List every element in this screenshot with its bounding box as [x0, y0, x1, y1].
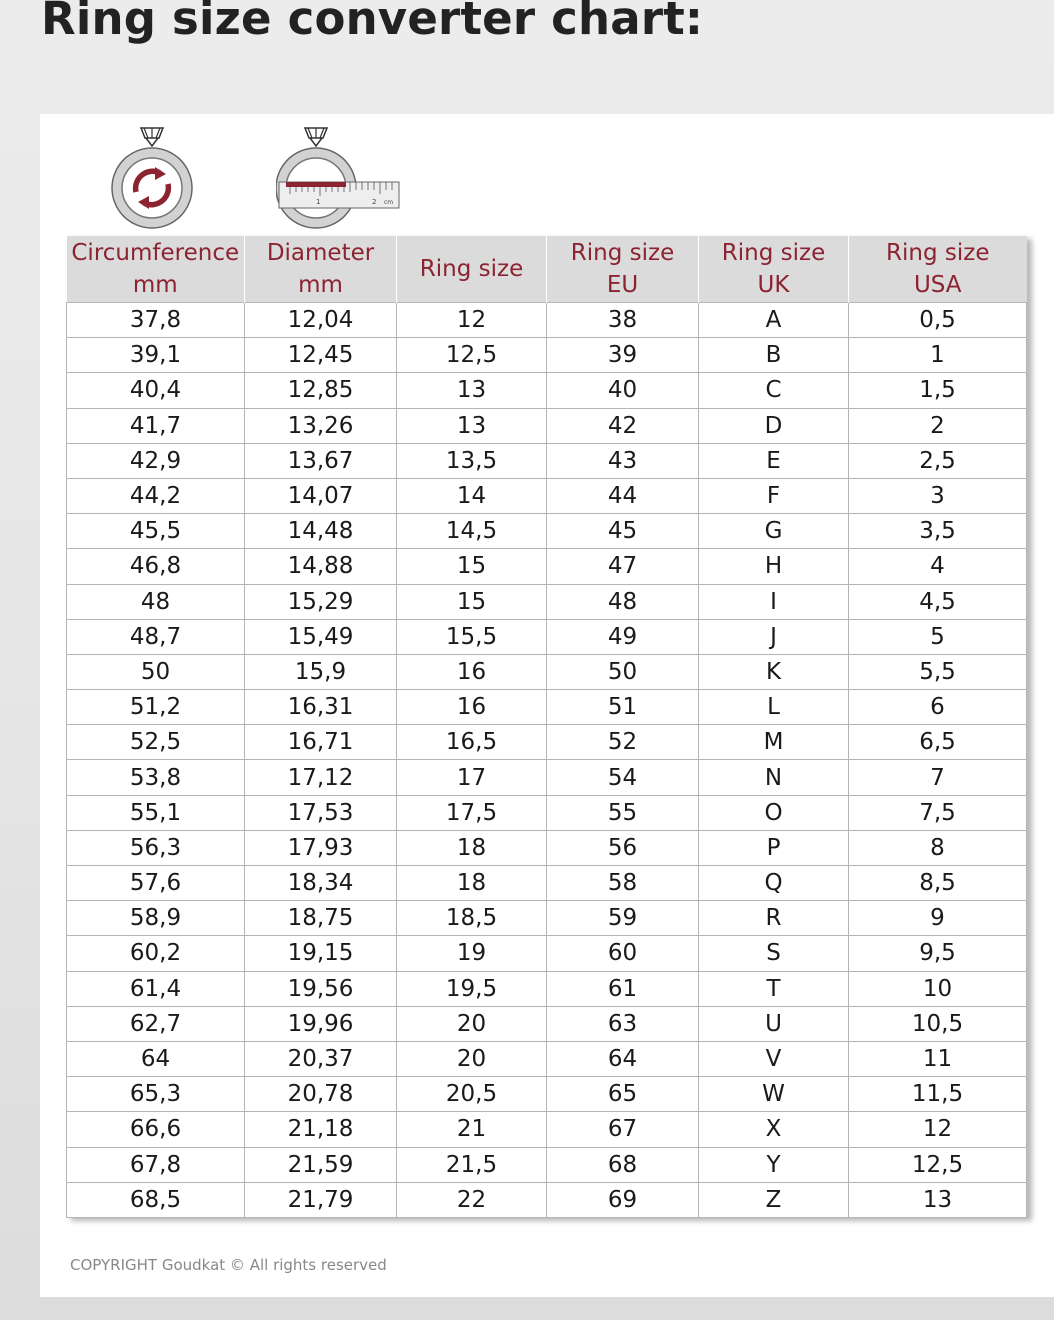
- cell-uk: A: [699, 303, 849, 338]
- cell-eu: 43: [547, 443, 699, 478]
- table-header-row: [67, 236, 1027, 303]
- cell-eu: 50: [547, 654, 699, 689]
- cell-usa: 5: [849, 619, 1027, 654]
- cell-ring-size: 15,5: [397, 619, 547, 654]
- cell-eu: 47: [547, 549, 699, 584]
- header-diameter: Diameter mm: [245, 236, 397, 303]
- cell-usa: 6,5: [849, 725, 1027, 760]
- cell-ring-size: 16: [397, 654, 547, 689]
- table-row: [67, 1182, 1027, 1217]
- cell-uk: L: [699, 690, 849, 725]
- cell-uk: U: [699, 1006, 849, 1041]
- cell-uk: E: [699, 443, 849, 478]
- table-row: [67, 936, 1027, 971]
- table-row: [67, 549, 1027, 584]
- table-row: [67, 690, 1027, 725]
- cell-usa: 1,5: [849, 373, 1027, 408]
- cell-circumference: 68,5: [67, 1182, 245, 1217]
- cell-diameter: 15,49: [245, 619, 397, 654]
- table-row: [67, 443, 1027, 478]
- table-row: [67, 373, 1027, 408]
- cell-circumference: 67,8: [67, 1147, 245, 1182]
- cell-uk: K: [699, 654, 849, 689]
- table-row: [67, 1041, 1027, 1076]
- cell-eu: 39: [547, 338, 699, 373]
- cell-circumference: 46,8: [67, 549, 245, 584]
- cell-eu: 51: [547, 690, 699, 725]
- cell-uk: Y: [699, 1147, 849, 1182]
- cell-usa: 11: [849, 1041, 1027, 1076]
- cell-circumference: 58,9: [67, 901, 245, 936]
- cell-circumference: 57,6: [67, 866, 245, 901]
- cell-usa: 5,5: [849, 654, 1027, 689]
- cell-circumference: 61,4: [67, 971, 245, 1006]
- table-row: [67, 1112, 1027, 1147]
- cell-circumference: 45,5: [67, 514, 245, 549]
- header-ring-size: Ring size: [397, 236, 547, 303]
- header-circumference: Circumference mm: [67, 236, 245, 303]
- cell-circumference: 52,5: [67, 725, 245, 760]
- cell-usa: 10,5: [849, 1006, 1027, 1041]
- cell-uk: P: [699, 830, 849, 865]
- header-ring-size-eu: Ring size EU: [547, 236, 699, 303]
- ruler-label-2: 2: [372, 198, 377, 206]
- cell-diameter: 14,07: [245, 478, 397, 513]
- table-row: [67, 338, 1027, 373]
- cell-usa: 11,5: [849, 1077, 1027, 1112]
- cell-uk: O: [699, 795, 849, 830]
- cell-eu: 52: [547, 725, 699, 760]
- cell-diameter: 13,67: [245, 443, 397, 478]
- cell-circumference: 60,2: [67, 936, 245, 971]
- cell-diameter: 17,12: [245, 760, 397, 795]
- cell-ring-size: 22: [397, 1182, 547, 1217]
- cell-uk: I: [699, 584, 849, 619]
- table-row: [67, 760, 1027, 795]
- cell-uk: T: [699, 971, 849, 1006]
- header-ring-size-uk: Ring size UK: [699, 236, 849, 303]
- cell-circumference: 64: [67, 1041, 245, 1076]
- table-row: [67, 654, 1027, 689]
- cell-eu: 40: [547, 373, 699, 408]
- cell-diameter: 17,93: [245, 830, 397, 865]
- ruler-label-1: 1: [316, 198, 321, 206]
- table-body: [67, 303, 1027, 1218]
- cell-uk: B: [699, 338, 849, 373]
- cell-usa: 13: [849, 1182, 1027, 1217]
- cell-uk: M: [699, 725, 849, 760]
- cell-circumference: 50: [67, 654, 245, 689]
- cell-circumference: 51,2: [67, 690, 245, 725]
- cell-eu: 42: [547, 408, 699, 443]
- cell-ring-size: 21,5: [397, 1147, 547, 1182]
- cell-diameter: 16,31: [245, 690, 397, 725]
- cell-ring-size: 13: [397, 408, 547, 443]
- cell-usa: 6: [849, 690, 1027, 725]
- cell-ring-size: 18,5: [397, 901, 547, 936]
- cell-uk: Z: [699, 1182, 849, 1217]
- ring-size-table: [66, 236, 1027, 1218]
- cell-ring-size: 17: [397, 760, 547, 795]
- cell-diameter: 18,75: [245, 901, 397, 936]
- table-row: [67, 901, 1027, 936]
- cell-eu: 67: [547, 1112, 699, 1147]
- cell-diameter: 21,18: [245, 1112, 397, 1147]
- cell-eu: 69: [547, 1182, 699, 1217]
- cell-diameter: 21,59: [245, 1147, 397, 1182]
- cell-ring-size: 20: [397, 1041, 547, 1076]
- cell-ring-size: 16: [397, 690, 547, 725]
- cell-circumference: 62,7: [67, 1006, 245, 1041]
- cell-diameter: 12,45: [245, 338, 397, 373]
- cell-uk: W: [699, 1077, 849, 1112]
- table-row: [67, 478, 1027, 513]
- cell-usa: 12,5: [849, 1147, 1027, 1182]
- cell-circumference: 48,7: [67, 619, 245, 654]
- cell-uk: J: [699, 619, 849, 654]
- cell-eu: 63: [547, 1006, 699, 1041]
- copyright-notice: COPYRIGHT Goudkat © All rights reserved: [70, 1256, 387, 1274]
- cell-eu: 59: [547, 901, 699, 936]
- ring-diameter-ruler-icon: [276, 120, 402, 236]
- cell-diameter: 14,48: [245, 514, 397, 549]
- cell-usa: 3: [849, 478, 1027, 513]
- cell-eu: 48: [547, 584, 699, 619]
- cell-circumference: 44,2: [67, 478, 245, 513]
- table-row: [67, 1147, 1027, 1182]
- cell-usa: 0,5: [849, 303, 1027, 338]
- cell-ring-size: 13: [397, 373, 547, 408]
- cell-ring-size: 21: [397, 1112, 547, 1147]
- cell-diameter: 13,26: [245, 408, 397, 443]
- cell-usa: 9,5: [849, 936, 1027, 971]
- cell-ring-size: 18: [397, 866, 547, 901]
- cell-usa: 10: [849, 971, 1027, 1006]
- ring-circumference-icon: [106, 120, 198, 236]
- cell-ring-size: 16,5: [397, 725, 547, 760]
- cell-ring-size: 13,5: [397, 443, 547, 478]
- table-row: [67, 830, 1027, 865]
- cell-usa: 8: [849, 830, 1027, 865]
- cell-usa: 4,5: [849, 584, 1027, 619]
- cell-ring-size: 12: [397, 303, 547, 338]
- table-row: [67, 866, 1027, 901]
- ruler-unit-label: cm: [384, 199, 394, 206]
- table-row: [67, 1077, 1027, 1112]
- cell-eu: 38: [547, 303, 699, 338]
- cell-eu: 56: [547, 830, 699, 865]
- table-row: [67, 303, 1027, 338]
- cell-circumference: 41,7: [67, 408, 245, 443]
- cell-diameter: 19,15: [245, 936, 397, 971]
- cell-eu: 61: [547, 971, 699, 1006]
- table-row: [67, 514, 1027, 549]
- cell-usa: 12: [849, 1112, 1027, 1147]
- table-row: [67, 971, 1027, 1006]
- cell-eu: 55: [547, 795, 699, 830]
- cell-usa: 4: [849, 549, 1027, 584]
- cell-usa: 9: [849, 901, 1027, 936]
- cell-diameter: 19,96: [245, 1006, 397, 1041]
- cell-ring-size: 20,5: [397, 1077, 547, 1112]
- table-row: [67, 408, 1027, 443]
- cell-ring-size: 19,5: [397, 971, 547, 1006]
- ring-size-chart-card: [40, 114, 1054, 1297]
- cell-usa: 3,5: [849, 514, 1027, 549]
- cell-diameter: 18,34: [245, 866, 397, 901]
- cell-circumference: 39,1: [67, 338, 245, 373]
- cell-diameter: 19,56: [245, 971, 397, 1006]
- cell-uk: F: [699, 478, 849, 513]
- cell-eu: 64: [547, 1041, 699, 1076]
- cell-ring-size: 14: [397, 478, 547, 513]
- cell-ring-size: 17,5: [397, 795, 547, 830]
- table-row: [67, 619, 1027, 654]
- cell-uk: N: [699, 760, 849, 795]
- cell-eu: 58: [547, 866, 699, 901]
- cell-uk: V: [699, 1041, 849, 1076]
- cell-circumference: 48: [67, 584, 245, 619]
- cell-eu: 60: [547, 936, 699, 971]
- cell-diameter: 20,37: [245, 1041, 397, 1076]
- cell-eu: 45: [547, 514, 699, 549]
- table-row: [67, 1006, 1027, 1041]
- cell-uk: H: [699, 549, 849, 584]
- cell-circumference: 66,6: [67, 1112, 245, 1147]
- cell-diameter: 12,85: [245, 373, 397, 408]
- cell-circumference: 65,3: [67, 1077, 245, 1112]
- cell-uk: R: [699, 901, 849, 936]
- cell-uk: D: [699, 408, 849, 443]
- cell-ring-size: 14,5: [397, 514, 547, 549]
- cell-circumference: 37,8: [67, 303, 245, 338]
- cell-ring-size: 15: [397, 584, 547, 619]
- cell-eu: 49: [547, 619, 699, 654]
- cell-circumference: 53,8: [67, 760, 245, 795]
- table-row: [67, 725, 1027, 760]
- cell-usa: 2,5: [849, 443, 1027, 478]
- cell-uk: G: [699, 514, 849, 549]
- cell-ring-size: 18: [397, 830, 547, 865]
- cell-eu: 44: [547, 478, 699, 513]
- cell-diameter: 12,04: [245, 303, 397, 338]
- cell-eu: 68: [547, 1147, 699, 1182]
- cell-diameter: 15,9: [245, 654, 397, 689]
- header-ring-size-usa: Ring size USA: [849, 236, 1027, 303]
- cell-uk: S: [699, 936, 849, 971]
- table-row: [67, 584, 1027, 619]
- cell-usa: 8,5: [849, 866, 1027, 901]
- cell-circumference: 42,9: [67, 443, 245, 478]
- cell-circumference: 56,3: [67, 830, 245, 865]
- cell-ring-size: 12,5: [397, 338, 547, 373]
- cell-uk: Q: [699, 866, 849, 901]
- cell-usa: 7: [849, 760, 1027, 795]
- cell-diameter: 17,53: [245, 795, 397, 830]
- cell-diameter: 16,71: [245, 725, 397, 760]
- cell-diameter: 21,79: [245, 1182, 397, 1217]
- cell-uk: C: [699, 373, 849, 408]
- cell-ring-size: 15: [397, 549, 547, 584]
- cell-circumference: 40,4: [67, 373, 245, 408]
- cell-diameter: 15,29: [245, 584, 397, 619]
- cell-circumference: 55,1: [67, 795, 245, 830]
- cell-usa: 7,5: [849, 795, 1027, 830]
- cell-eu: 54: [547, 760, 699, 795]
- page-title: Ring size converter chart:: [41, 0, 704, 45]
- cell-eu: 65: [547, 1077, 699, 1112]
- cell-usa: 2: [849, 408, 1027, 443]
- cell-ring-size: 19: [397, 936, 547, 971]
- cell-diameter: 20,78: [245, 1077, 397, 1112]
- table-row: [67, 795, 1027, 830]
- cell-diameter: 14,88: [245, 549, 397, 584]
- cell-usa: 1: [849, 338, 1027, 373]
- cell-uk: X: [699, 1112, 849, 1147]
- cell-ring-size: 20: [397, 1006, 547, 1041]
